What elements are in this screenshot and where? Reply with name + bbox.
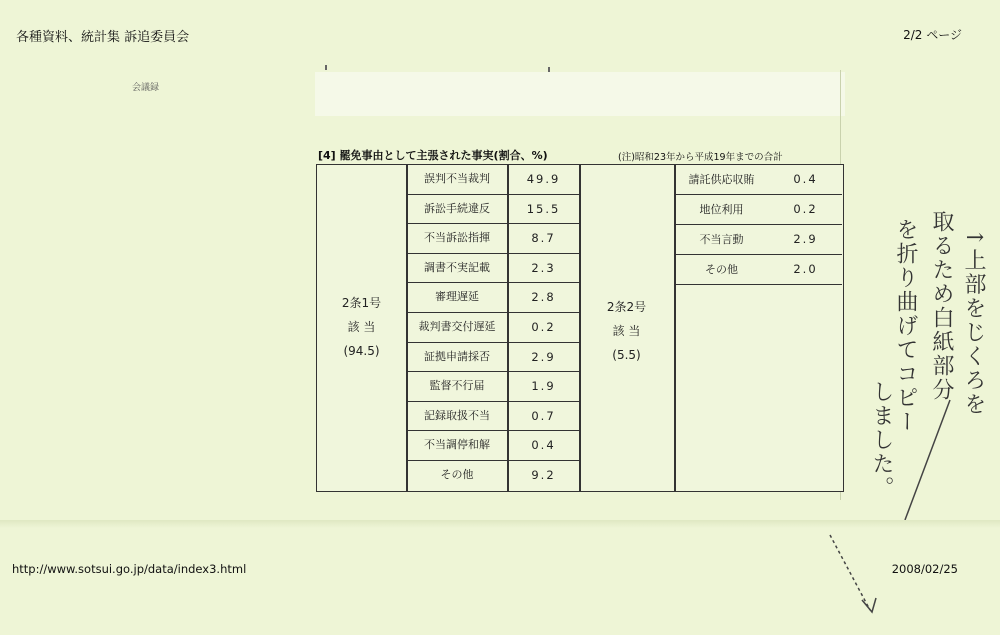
group1-label: 2条1号 <box>341 296 382 310</box>
item-value: 49.9 <box>526 172 561 186</box>
group1-cell <box>317 165 406 491</box>
item-label: 証拠申請採否 <box>424 349 490 363</box>
item-label: 不当調停和解 <box>424 438 490 452</box>
handwritten-note-col3: を折り曲げてコピー <box>893 218 918 434</box>
item-value: 0.4 <box>531 438 556 453</box>
item-label: 記録取扱不当 <box>424 408 490 422</box>
item-value: 2.0 <box>793 262 818 276</box>
item-value: 2.8 <box>531 290 556 305</box>
print-date: 2008/02/25 <box>891 562 958 576</box>
table-row <box>407 431 579 461</box>
group1-percent: (94.5) <box>343 344 380 358</box>
doc-label: 会議録 <box>132 83 160 93</box>
document-title: 各種資料、統計集 訴追委員会 <box>16 30 190 45</box>
table-row <box>407 461 579 491</box>
table-row <box>407 224 579 254</box>
item-value: 2.9 <box>793 232 818 246</box>
handwritten-note-col4: しました。 <box>869 380 894 500</box>
page-fold <box>0 520 1000 528</box>
item-label: その他 <box>705 263 738 276</box>
table-row <box>407 372 579 402</box>
table-row <box>407 195 579 225</box>
source-url: http://www.sotsui.go.jp/data/index3.html <box>12 562 247 576</box>
item-label: 請託供応収賄 <box>688 173 755 186</box>
table-row <box>407 343 579 373</box>
item-value: 9.2 <box>531 468 556 482</box>
handwritten-arrow-icon <box>810 200 970 620</box>
blank-strip <box>315 72 845 116</box>
scan-speck <box>325 65 327 70</box>
item-label: 調書不実記載 <box>424 260 490 274</box>
item-label: 監督不行届 <box>429 379 485 393</box>
item-value: 1.9 <box>531 379 556 394</box>
item-label: 不当訴訟指揮 <box>424 231 490 245</box>
item-value: 0.2 <box>793 202 818 216</box>
table-row <box>407 313 579 343</box>
group2-sub: 該 当 <box>612 324 641 338</box>
table-row <box>407 165 579 195</box>
table-row <box>674 165 842 195</box>
group1-items <box>407 165 579 491</box>
table-note: (注)昭和23年から平成19年までの合計 <box>618 152 783 163</box>
item-label: その他 <box>440 468 474 481</box>
group2-cell <box>579 165 674 491</box>
item-value: 15.5 <box>526 201 561 216</box>
item-label: 審理遅延 <box>435 290 479 304</box>
item-value: 0.4 <box>793 172 818 186</box>
item-label: 不当言動 <box>699 233 744 246</box>
item-value: 0.7 <box>531 408 556 423</box>
dismissal-reasons-table <box>316 164 844 492</box>
item-label: 裁判書交付遅延 <box>418 320 496 333</box>
table-title: [4] 罷免事由として主張された事実(割合、%) <box>318 149 548 162</box>
item-label: 誤判不当裁判 <box>424 172 490 185</box>
group2-percent: (5.5) <box>612 348 641 362</box>
group1-sub: 該 当 <box>347 320 376 334</box>
item-label: 地位利用 <box>699 203 744 216</box>
handwritten-note-col1: ↑上部をじくろを <box>961 228 986 417</box>
table-row <box>407 283 579 313</box>
item-value: 8.7 <box>531 231 556 246</box>
item-value: 2.3 <box>531 260 556 275</box>
item-value: 2.9 <box>531 349 556 364</box>
handwritten-note-col2: 取るため白紙部分 <box>929 210 954 402</box>
item-value: 0.2 <box>531 320 556 334</box>
table-row <box>407 254 579 284</box>
page-indicator: 2/2 ページ <box>903 28 962 42</box>
group2-label: 2条2号 <box>606 300 647 314</box>
item-label: 訴訟手続違反 <box>424 201 490 215</box>
table-row <box>407 402 579 432</box>
scan-speck <box>548 67 550 72</box>
